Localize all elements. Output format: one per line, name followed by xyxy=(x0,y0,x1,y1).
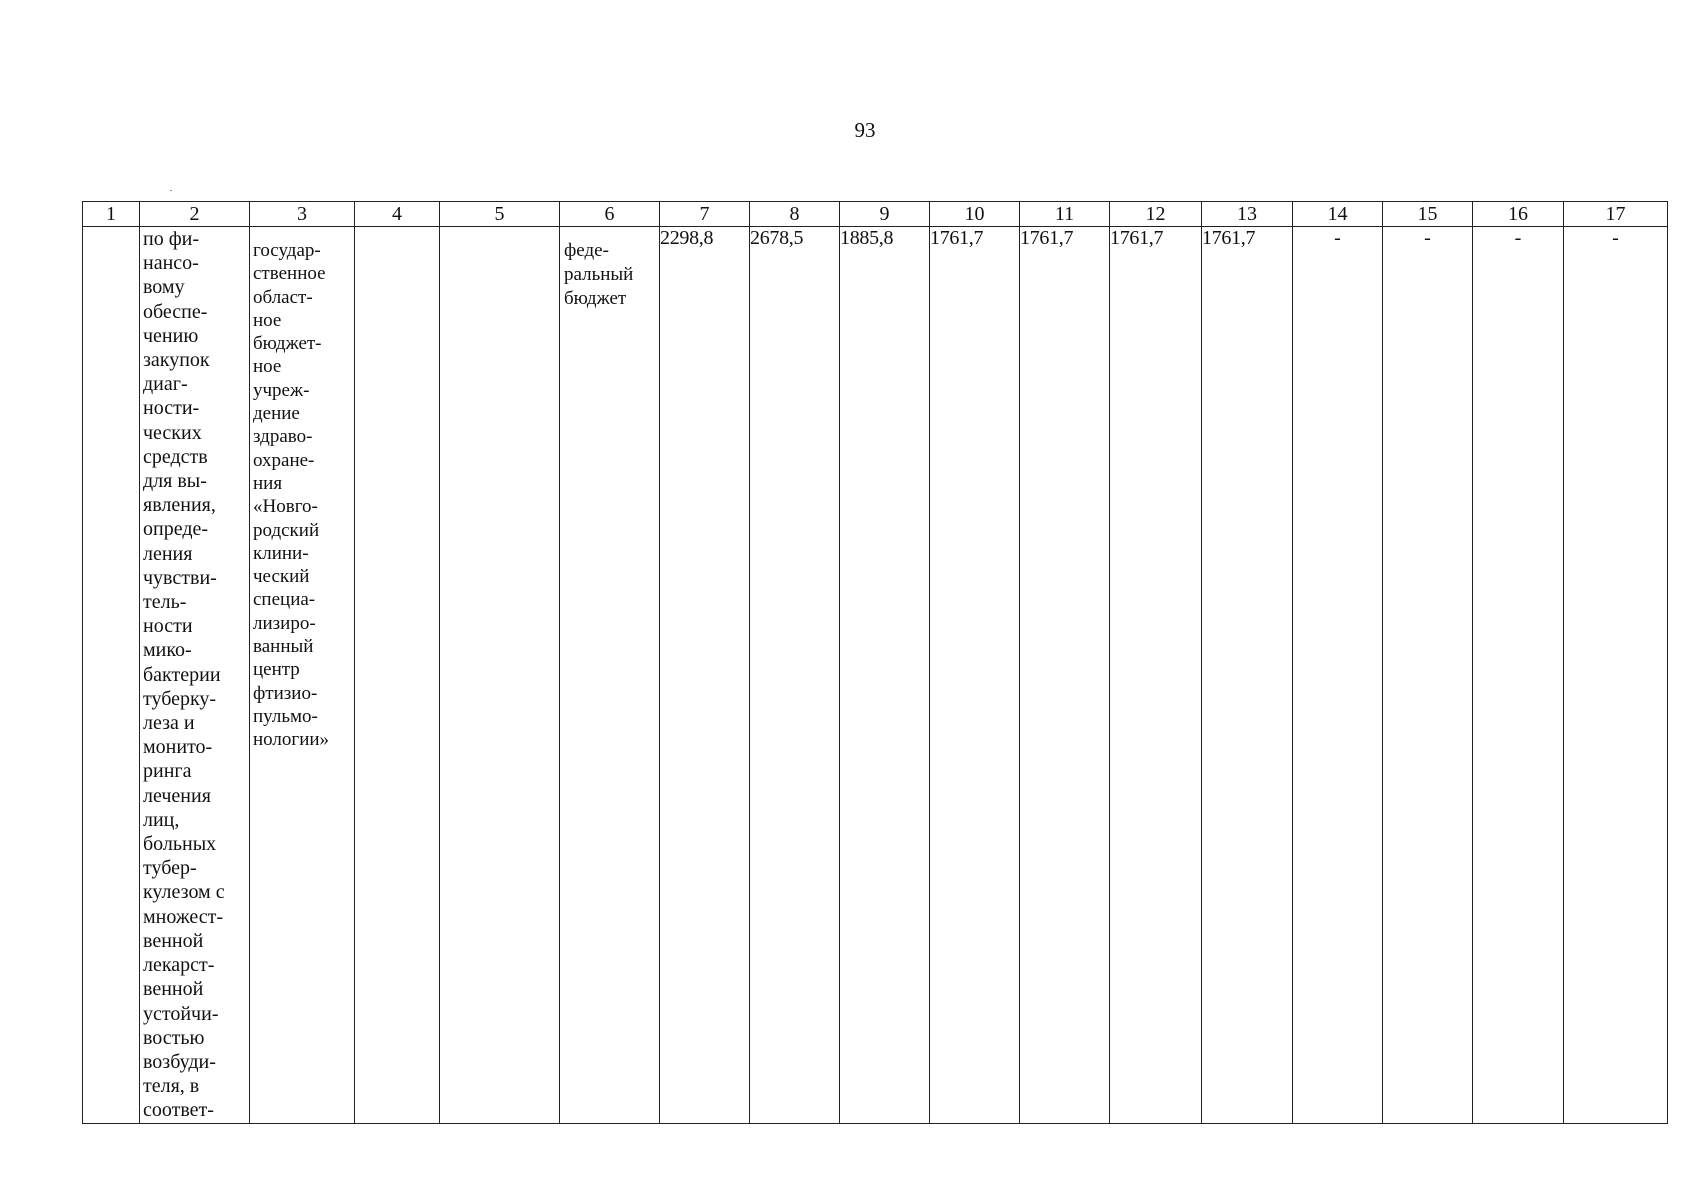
cell-row-number xyxy=(83,227,140,1124)
cell-value-8: 2678,5 xyxy=(750,227,840,1124)
header-cell-4: 4 xyxy=(355,202,440,227)
budget-table xyxy=(82,201,1668,1124)
header-cell-15: 15 xyxy=(1383,202,1473,227)
header-cell-5: 5 xyxy=(440,202,560,227)
cell-col-4 xyxy=(355,227,440,1124)
header-cell-14: 14 xyxy=(1293,202,1383,227)
header-cell-16: 16 xyxy=(1473,202,1564,227)
cell-value-17: - xyxy=(1564,227,1668,1124)
cell-value-9: 1885,8 xyxy=(840,227,930,1124)
cell-value-11: 1761,7 xyxy=(1020,227,1110,1124)
header-cell-7: 7 xyxy=(660,202,750,227)
header-cell-8: 8 xyxy=(750,202,840,227)
header-cell-11: 11 xyxy=(1020,202,1110,227)
header-cell-10: 10 xyxy=(930,202,1020,227)
header-cell-6: 6 xyxy=(560,202,660,227)
funding-source-text: феде- ральный бюджет xyxy=(564,240,634,309)
header-cell-2: 2 xyxy=(140,202,250,227)
cell-activity-name xyxy=(140,227,250,1124)
cell-value-15: - xyxy=(1383,227,1473,1124)
table-row xyxy=(83,227,1668,1124)
header-cell-17: 17 xyxy=(1564,202,1668,227)
executor-text: государ- ственное област- ное бюджет- ное учреж- дение здраво- охране- ния «Новго- родский клини- ческий специа- лизиро- ванный центр фтизио- пульмо- нологии» xyxy=(253,240,330,751)
cell-value-12: 1761,7 xyxy=(1110,227,1202,1124)
cell-value-10: 1761,7 xyxy=(930,227,1020,1124)
activity-name-text: по фи- нансо- вому обеспе- чению закупок диаг- ности- ческих средств для вы- явления, опреде- ления чувстви- тель- ности мико- бактерии туберку- леза и монито- ринга лечения лиц, больных тубер- кулезом с множест- венной лекарст- венной устойчи- востью возбуди- теля, в соответ- xyxy=(143,228,225,1122)
page-number: 93 xyxy=(854,118,876,142)
header-cell-13: 13 xyxy=(1202,202,1293,227)
cell-col-5 xyxy=(440,227,560,1124)
cell-value-7: 2298,8 xyxy=(660,227,750,1124)
header-cell-3: 3 xyxy=(250,202,355,227)
scan-speck xyxy=(170,190,172,191)
cell-executor xyxy=(250,227,355,1124)
cell-value-16: - xyxy=(1473,227,1564,1124)
header-cell-12: 12 xyxy=(1110,202,1202,227)
cell-value-13: 1761,7 xyxy=(1202,227,1293,1124)
header-row xyxy=(83,202,1668,227)
cell-funding-source xyxy=(560,227,660,1124)
header-cell-9: 9 xyxy=(840,202,930,227)
cell-value-14: - xyxy=(1293,227,1383,1124)
header-cell-1: 1 xyxy=(83,202,140,227)
